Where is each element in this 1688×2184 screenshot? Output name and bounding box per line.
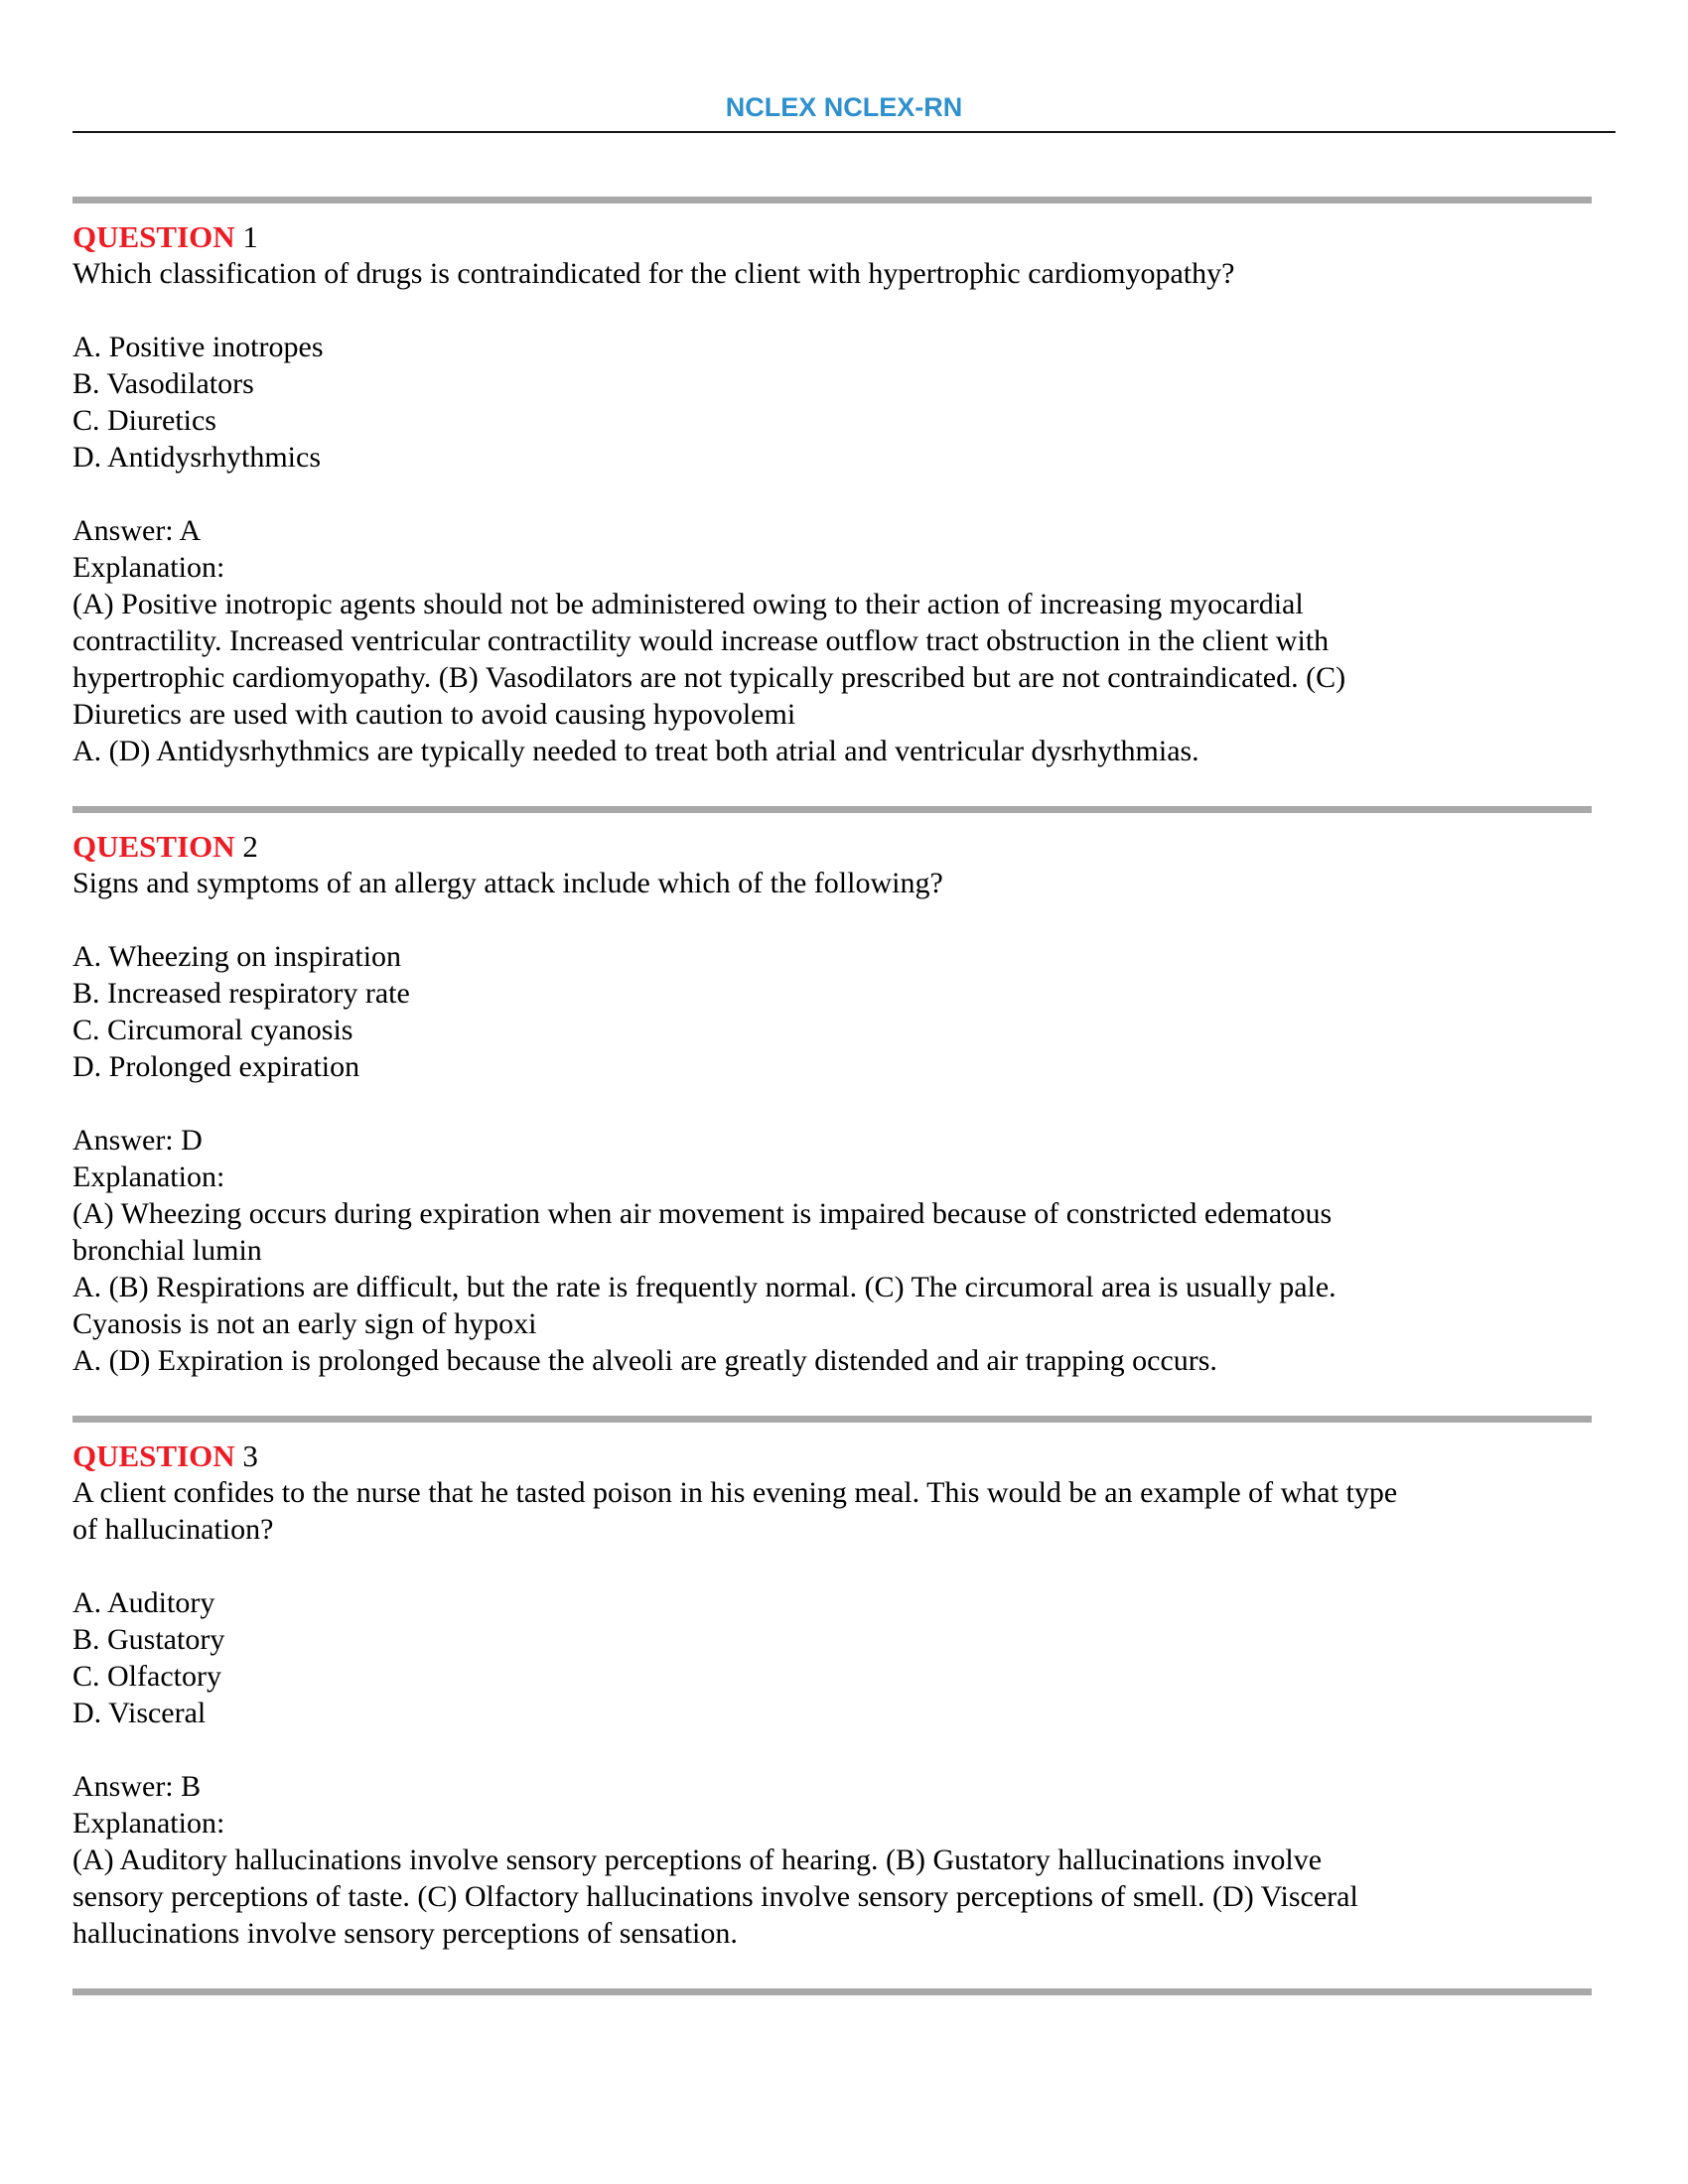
- question-text-line: A client confides to the nurse that he tasted poison in his evening meal. This would be an example of what type: [72, 1476, 1398, 1509]
- explanation-line: contractility. Increased ventricular contractility would increase outflow tract obstruction in the client with: [72, 624, 1330, 657]
- explanation-label: Explanation:: [72, 1807, 225, 1840]
- explanation-line: hypertrophic cardiomyopathy. (B) Vasodilators are not typically prescribed but are not contraindicated. (C): [72, 661, 1346, 694]
- document-title: NCLEX NCLEX-RN: [725, 92, 963, 122]
- option-line-d: D. Prolonged expiration: [72, 1050, 360, 1083]
- answer-text: Answer: D: [72, 1124, 203, 1157]
- question-label: QUESTION: [72, 1438, 235, 1473]
- explanation-line: A. (D) Antidysrhythmics are typically needed to treat both atrial and ventricular dysrhythmias.: [72, 735, 1199, 767]
- section-divider: [72, 1988, 1592, 1995]
- explanation-label: Explanation:: [72, 551, 225, 584]
- option-line-c: C. Diuretics: [72, 404, 216, 437]
- option-line-b: B. Gustatory: [72, 1623, 225, 1656]
- section-divider: [72, 197, 1592, 204]
- question-text-line: Which classification of drugs is contraindicated for the client with hypertrophic cardiomyopathy?: [72, 257, 1235, 290]
- explanation-line: sensory perceptions of taste. (C) Olfactory hallucinations involve sensory perceptions of smell. (D) Visceral: [72, 1880, 1358, 1913]
- explanation-label: Explanation:: [72, 1160, 225, 1193]
- option-line-d: D. Antidysrhythmics: [72, 441, 322, 474]
- section-divider: [72, 806, 1592, 813]
- header-rule: [72, 131, 1616, 133]
- option-line-a: A. Wheezing on inspiration: [72, 940, 402, 973]
- question-heading: [72, 1437, 1592, 1474]
- page-header: [0, 0, 1688, 133]
- options-list: [72, 938, 1592, 1085]
- explanation-line: Cyanosis is not an early sign of hypoxi: [72, 1307, 537, 1340]
- question-number: 3: [242, 1438, 258, 1473]
- explanation-line: hallucinations involve sensory perceptions of sensation.: [72, 1917, 738, 1950]
- answer-text: Answer: B: [72, 1770, 202, 1803]
- option-line-c: C. Olfactory: [72, 1660, 221, 1693]
- question-label: QUESTION: [72, 829, 235, 864]
- explanation-line: Diuretics are used with caution to avoid causing hypovolemi: [72, 698, 796, 731]
- answer-text: Answer: A: [72, 514, 202, 547]
- question-number: 2: [242, 829, 258, 864]
- option-line-b: B. Increased respiratory rate: [72, 977, 410, 1010]
- document-body: [72, 197, 1592, 1995]
- option-line-b: B. Vasodilators: [72, 367, 254, 400]
- question-heading: [72, 828, 1592, 865]
- option-line-d: D. Visceral: [72, 1697, 207, 1729]
- question-label: QUESTION: [72, 219, 235, 254]
- option-line-a: A. Positive inotropes: [72, 331, 324, 363]
- explanation-line: (A) Wheezing occurs during expiration when air movement is impaired because of constricted edematous: [72, 1197, 1333, 1230]
- explanation-line: A. (B) Respirations are difficult, but the rate is frequently normal. (C) The circumoral area is usually pale.: [72, 1271, 1336, 1303]
- option-line-a: A. Auditory: [72, 1586, 215, 1619]
- explanation-line: (A) Positive inotropic agents should not be administered owing to their action of increasing myocardial: [72, 588, 1304, 620]
- section-divider: [72, 1416, 1592, 1423]
- options-list: [72, 1584, 1592, 1731]
- question-text-line: Signs and symptoms of an allergy attack include which of the following?: [72, 867, 943, 899]
- question-heading: [72, 218, 1592, 255]
- option-line-c: C. Circumoral cyanosis: [72, 1014, 353, 1046]
- question-text-line: of hallucination?: [72, 1513, 274, 1546]
- options-list: [72, 329, 1592, 476]
- question-block-1: [72, 218, 1592, 769]
- explanation-line: A. (D) Expiration is prolonged because the alveoli are greatly distended and air trapping occurs.: [72, 1344, 1217, 1377]
- question-block-2: [72, 828, 1592, 1379]
- explanation-line: (A) Auditory hallucinations involve sensory perceptions of hearing. (B) Gustatory hallucinations involve: [72, 1843, 1323, 1876]
- explanation-line: bronchial lumin: [72, 1234, 262, 1267]
- question-number: 1: [242, 219, 258, 254]
- question-block-3: [72, 1437, 1592, 1952]
